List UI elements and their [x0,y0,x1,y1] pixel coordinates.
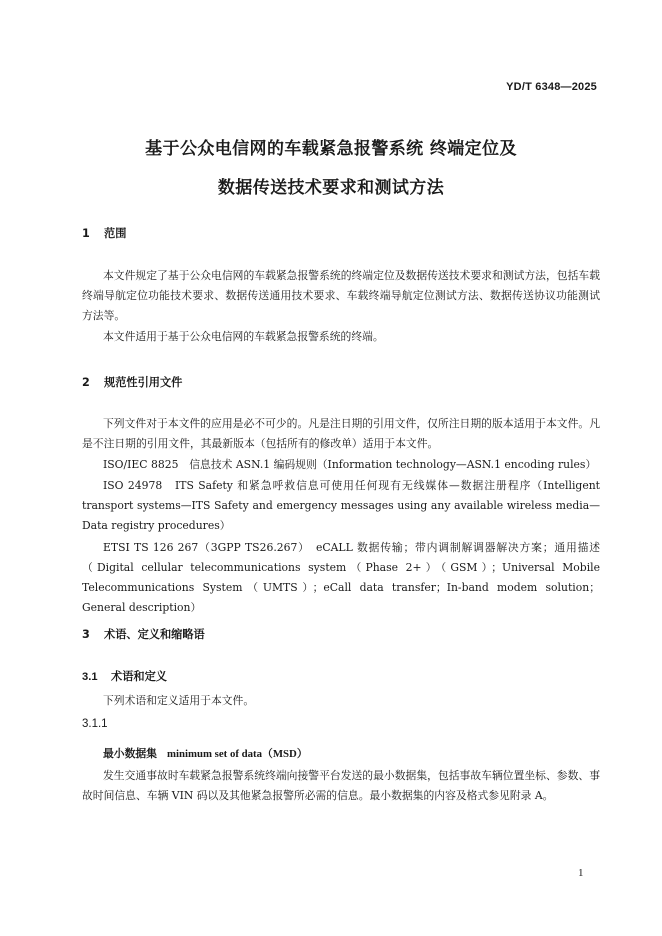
section-1-paragraph-2: 本文件适用于基于公众电信网的车载紧急报警系统的终端。 [103,330,384,343]
term-entry-msd [82,744,600,764]
section-number: 3 [82,628,90,641]
section-3-heading [82,626,205,642]
section-2-paragraph-1: 下列文件对于本文件的应用是必不可少的。凡是注日期的引用文件，仅所注日期的版本适用于本文件。凡是不注日期的引用文件，其最新版本（包括所有的修改单）适用于本文件。 [82,417,600,450]
standard-code: YD/T 6348—2025 [506,81,597,93]
section-number: 2 [82,376,90,389]
document-title-line-1: 基于公众电信网的车载紧急报警系统 终端定位及 [145,139,517,159]
section-number: 1 [82,227,90,240]
term-definition-msd: 发生交通事故时车载紧急报警系统终端向接警平台发送的最小数据集，包括事故车辆位置坐标、参数、事故时间信息、车辆 VIN 码以及其他紧急报警所必需的信息。最小数据集的内容及格式参见附录 A。 [82,769,600,802]
subsection-title: 术语和定义 [111,670,167,683]
section-3-1-intro: 下列术语和定义适用于本文件。 [103,694,255,707]
section-1-heading [82,225,126,241]
section-title: 范围 [104,227,127,240]
term-english: minimum set of data（MSD） [166,748,308,760]
document-title-line-2: 数据传送技术要求和测试方法 [217,178,445,198]
term-chinese: 最小数据集 [103,747,157,760]
reference-etsi-ts-126-267: ETSI TS 126 267（3GPP TS26.267） eCALL 数据传输；带内调制解调器解决方案；通用描述（Digital cellular telecommunications system（Phase 2+）（GSM）；Universal Mobile Telecommunications System（UMTS）；eCall data transfer；In-band modem solution；General description） [82,541,600,614]
section-title: 术语、定义和缩略语 [104,628,205,641]
section-2-heading [82,374,182,390]
page-number: 1 [578,867,584,879]
subsection-number: 3.1 [82,671,98,683]
reference-iso-24978: ISO 24978 ITS Safety 和紧急呼救信息可使用任何现有无线媒体—数据注册程序（Intelligent transport systems—ITS Safety and emergency messages using any available wireless media—Data registry procedures） [82,479,600,532]
section-3-1-heading [82,668,167,684]
reference-iso-iec-8825: ISO/IEC 8825 信息技术 ASN.1 编码规则（Information technology—ASN.1 encoding rules） [103,458,597,471]
section-title: 规范性引用文件 [104,376,183,389]
section-1-paragraph-1: 本文件规定了基于公众电信网的车载紧急报警系统的终端定位及数据传送技术要求和测试方法，包括车载终端导航定位功能技术要求、数据传送通用技术要求、车载终端导航定位测试方法、数据传送协议功能测试方法等。 [82,269,600,322]
clause-3-1-1-number: 3.1.1 [82,718,108,730]
